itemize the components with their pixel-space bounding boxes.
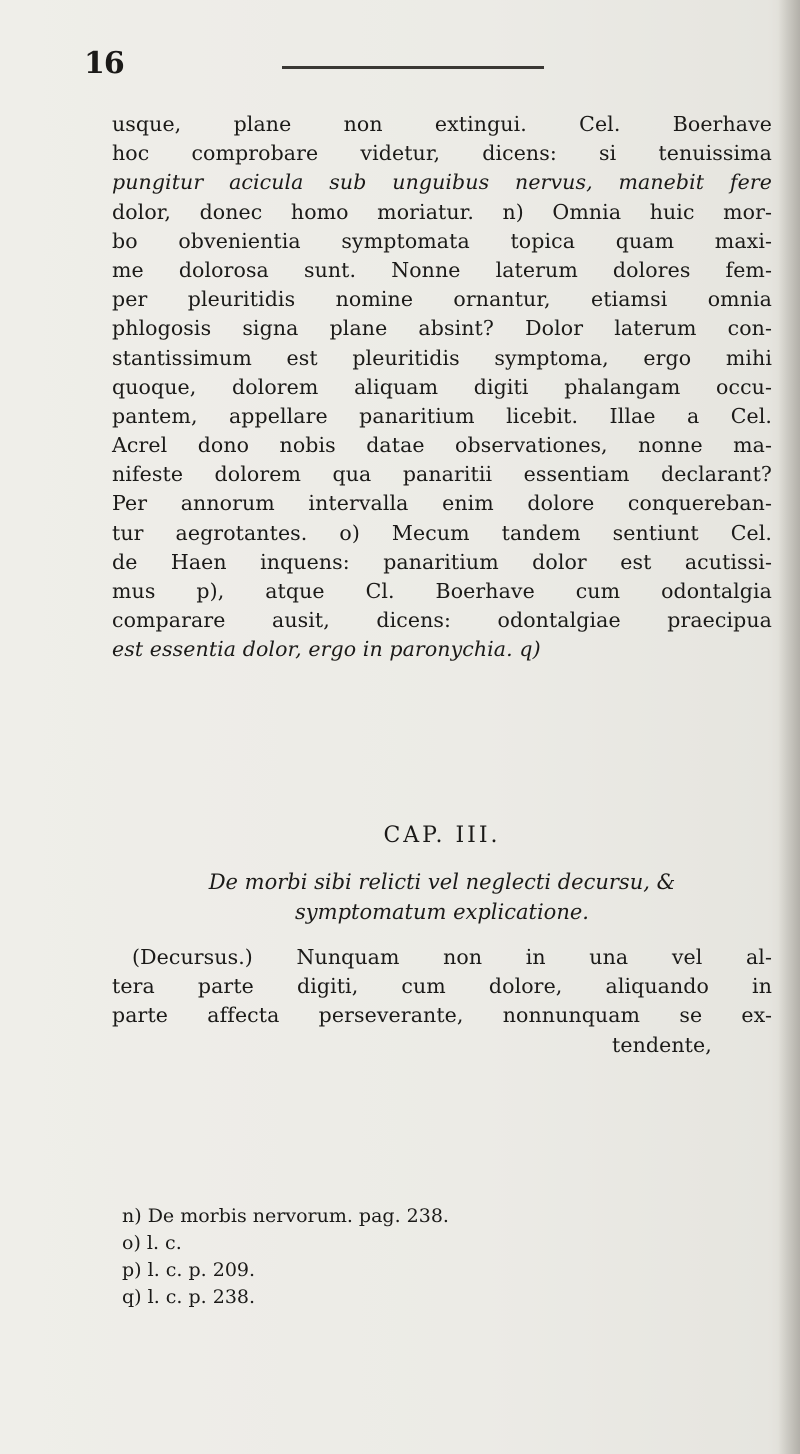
chapter-title-line-2: symptomatum explicatione.: [295, 900, 589, 924]
text-line: tendente,: [612, 1032, 712, 1057]
chapter-heading: CAP. III.: [383, 823, 501, 848]
section-text-block: [112, 943, 772, 1060]
text-line: hoc comprobare videtur, dicens: si tenuissima: [112, 141, 772, 166]
text-line: me dolorosa sunt. Nonne laterum dolores fem-: [112, 257, 772, 282]
footnote: p) l. c. p. 209.: [122, 1259, 256, 1281]
text-line: bo obvenientia symptomata topica quam maxi-: [112, 228, 772, 253]
text-line: pantem, appellare panaritium licebit. Illae a Cel.: [112, 403, 772, 428]
text-line: est essentia dolor, ergo in paronychia. q): [112, 637, 541, 662]
page-number: 16: [84, 46, 124, 81]
text-line: (Decursus.) Nunquam non in una vel al-: [132, 945, 772, 969]
text-line: nifeste dolorem qua panaritii essentiam declarant?: [112, 462, 772, 487]
text-line: Per annorum intervalla enim dolore conquereban-: [112, 491, 772, 516]
text-line: stantissimum est pleuritidis symptoma, ergo mihi: [112, 345, 772, 370]
text-line: tera parte digiti, cum dolore, aliquando in: [112, 974, 772, 999]
binding-shadow: [778, 0, 800, 1454]
text-line: usque, plane non extingui. Cel. Boerhave: [112, 112, 772, 136]
footnotes: [122, 1203, 622, 1311]
text-line: phlogosis signa plane absint? Dolor laterum con-: [112, 316, 772, 341]
text-line: per pleuritidis nomine ornantur, etiamsi omnia: [112, 287, 772, 312]
main-text-block: [112, 110, 772, 665]
text-line: parte affecta perseverante, nonnunquam se ex-: [112, 1003, 772, 1028]
text-line: comparare ausit, dicens: odontalgiae praecipua: [112, 608, 772, 633]
footnote: o) l. c.: [122, 1232, 182, 1254]
header-rule: [282, 66, 544, 69]
text-line: tur aegrotantes. o) Mecum tandem sentiunt Cel.: [112, 520, 772, 545]
text-line: dolor, donec homo moriatur. n) Omnia huic mor-: [112, 199, 772, 224]
footnote: n) De morbis nervorum. pag. 238.: [122, 1205, 449, 1227]
text-line: mus p), atque Cl. Boerhave cum odontalgia: [112, 579, 772, 603]
chapter-title-line-1: De morbi sibi relicti vel neglecti decursu, &: [208, 870, 676, 894]
text-line: de Haen inquens: panaritium dolor est acutissi-: [112, 549, 772, 574]
footnote: q) l. c. p. 238.: [122, 1286, 256, 1308]
text-line: Acrel dono nobis datae observationes, nonne ma-: [112, 433, 772, 458]
text-line: quoque, dolorem aliquam digiti phalangam occu-: [112, 374, 772, 399]
text-line: pungitur acicula sub unguibus nervus, manebit fere: [112, 170, 772, 195]
